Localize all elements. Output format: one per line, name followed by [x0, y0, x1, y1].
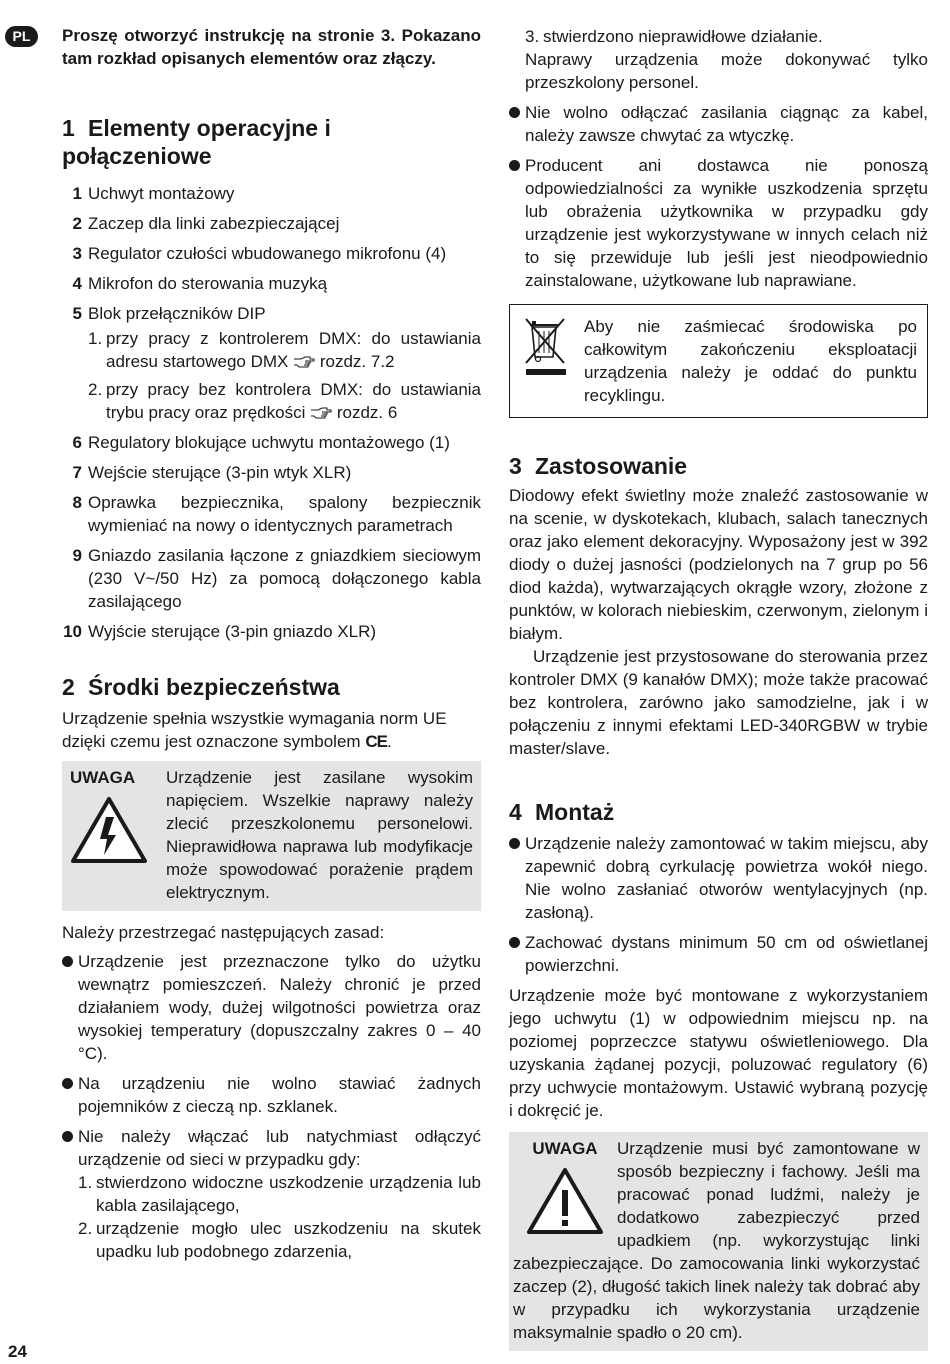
exclamation-triangle-icon — [513, 1166, 617, 1236]
repair-note: Naprawy urządzenia może dokonywać tylko przeszkolony personel. — [525, 50, 928, 92]
elements-list — [62, 182, 481, 643]
ce-mark-icon: CE — [365, 732, 387, 751]
item-text: Blok przełączników DIP — [88, 304, 266, 323]
intro-text: Proszę otworzyć instrukcję na stronie 3. Pokazano tam rozkład opisanych elementów oraz złączy. — [62, 26, 481, 68]
dip-sublist — [88, 327, 481, 424]
list-item — [62, 212, 481, 235]
item-text: Wyjście sterujące (3-pin gniazdo XLR) — [88, 622, 377, 641]
page-number: 24 — [8, 1342, 27, 1361]
item-number: 10 — [63, 622, 82, 641]
section-1-number: 1 — [62, 115, 75, 141]
high-voltage-icon — [70, 795, 148, 865]
section-1-heading — [62, 114, 481, 170]
mounting-paragraph: Urządzenie może być montowane z wykorzystaniem jego uchwytu (1) w odpowiednim miejscu np. na poziomej poprzeczce statywu oświetleniowego. Dla uzyskania żądanej pozycji, poluzować regulatory (6) przy uchwycie montażowym. Ustawić wybraną pozycję i dokręcić je. — [509, 986, 928, 1120]
list-item — [62, 431, 481, 454]
item-number: 4 — [72, 274, 82, 293]
list-item — [62, 182, 481, 205]
list-item — [62, 461, 481, 484]
list-item — [62, 302, 481, 424]
item-number: 1 — [72, 184, 82, 203]
language-badge: PL — [5, 26, 38, 47]
warning-label: UWAGA — [532, 1139, 598, 1158]
item-text: Regulator czułości wbudowanego mikrofonu (4) — [88, 244, 447, 263]
crossed-bin-icon — [520, 315, 574, 379]
condition-item: 1. stwierdzono widoczne uszkodzenie urządzenia lub kabla zasilającego, — [78, 1173, 481, 1215]
bullet-item: Urządzenie należy zamontować w takim miejscu, aby zapewnić dobrą cyrkulację powietrza wokół niego. Nie wolno zasłaniać otworów wentylacyjnych (np. zasłoną). — [509, 832, 928, 924]
item-text: Mikrofon do sterowania muzyką — [88, 274, 328, 293]
item-text: Gniazdo zasilania łączone z gniazdkiem sieciowym (230 V~/50 Hz) za pomocą dołączonego kabla zasilającego — [88, 546, 481, 611]
item-text: Uchwyt montażowy — [88, 184, 235, 203]
condition-item: 2. urządzenie mogło ulec uszkodzeniu na skutek upadku lub podobnego zdarzenia, — [78, 1219, 481, 1261]
list-item — [62, 272, 481, 295]
section-4-heading — [509, 798, 928, 826]
item-number: 7 — [72, 463, 82, 482]
mounting-bullets — [509, 832, 928, 977]
left-column — [62, 24, 481, 1270]
high-voltage-warning — [62, 761, 481, 911]
section-2-title: Środki bezpieczeństwa — [88, 674, 340, 700]
safety-bullets — [62, 950, 481, 1263]
warning-label: UWAGA — [70, 768, 136, 787]
list-item — [62, 242, 481, 265]
bullet-item: Nie wolno odłączać zasilania ciągnąc za kabel, należy zawsze chwytać za wtyczkę. — [509, 101, 928, 147]
safety-bullets-continued — [509, 101, 928, 292]
list-item — [62, 544, 481, 613]
conditions-list — [78, 1171, 481, 1263]
right-column — [509, 25, 928, 1351]
item-number: 9 — [72, 546, 82, 565]
list-item — [62, 491, 481, 537]
warning-text: Urządzenie musi być zamontowane w sposób bezpieczny i fachowy. Jeśli ma pracować ponad ludźmi, należy je dodatkowo zabezpieczyć przed upadkiem (np. wykorzystując linki zabezpieczające. Do zamocowania linki wykorzystać zaczep (2), długość takich linek należy tak dobrać aby w przypadku ich wykorzystania urządzenie maksymalnie spadło o 20 cm). — [513, 1139, 920, 1342]
recycling-notice — [509, 304, 928, 418]
warning-side — [513, 1137, 617, 1245]
bullet-item: Na urządzeniu nie wolno stawiać żadnych pojemników z cieczą np. szklanek. — [62, 1072, 481, 1118]
application-paragraph-1: Diodowy efekt świetlny może znaleźć zastosowanie w na scenie, w dyskotekach, klubach, salach tanecznych oraz jako element dekoracyjny. Wyposażony jest w 392 diody o dużej jasności (podzielonych na 7 grup po 56 diod każda), wytwarzających okrągłe wzory, złożone z punktów, w kolorach niebieskim, czerwonym, zielonym i białym. — [509, 486, 928, 643]
mounting-warning — [509, 1132, 928, 1351]
item-text: Zaczep dla linki zabezpieczającej — [88, 214, 340, 233]
condition-item: 3. stwierdzono nieprawidłowe działanie. — [525, 27, 823, 46]
item-text: Regulatory blokujące uchwytu montażowego (1) — [88, 433, 450, 452]
sub-item: 2. przy pracy bez kontrolera DMX: do ustawiania trybu pracy oraz prędkości rozdz. 6 — [88, 380, 481, 422]
warning-text: Urządzenie jest zasilane wysokim napięciem. Wszelkie naprawy należy zlecić przeszkolonemu personelowi. Nieprawidłowa naprawa lub modyfikacje może spowodować porażenie prądem elektrycznym. — [166, 768, 473, 902]
section-2-number: 2 — [62, 674, 75, 700]
item-number: 8 — [72, 493, 82, 512]
item-number: 3 — [72, 244, 82, 263]
section-3-title: Zastosowanie — [535, 453, 688, 479]
item-number: 5 — [72, 304, 82, 323]
list-item — [62, 620, 481, 643]
conditions-list-continued — [509, 25, 928, 48]
item-text: Wejście sterujące (3-pin wtyk XLR) — [88, 463, 352, 482]
section-1-title: Elementy operacyjne i połączeniowe — [62, 115, 331, 169]
recycling-text: Aby nie zaśmiecać środowiska po całkowitym zakończeniu eksploatacji urządzenia należy je oddać do punktu recyklingu. — [584, 317, 917, 405]
pointing-hand-icon — [310, 407, 332, 419]
pointing-hand-icon — [293, 356, 315, 368]
item-text: Oprawka bezpiecznika, spalony bezpiecznik wymieniać na nowy o identycznych parametrach — [88, 493, 481, 535]
section-3-number: 3 — [509, 453, 522, 479]
rules-intro: Należy przestrzegać następujących zasad: — [62, 923, 385, 942]
item-number: 2 — [72, 214, 82, 233]
sub-item: 1. przy pracy z kontrolerem DMX: do ustawiania adresu startowego DMX rozdz. 7.2 — [88, 329, 481, 371]
bullet-item: Producent ani dostawca nie ponoszą odpowiedzialności za wynikłe uszkodzenia sprzętu lub obrażenia użytkownika w przypadku gdy urządzenie jest wykorzystywane w innych celach niż to się przewiduje lub jeśli jest nieodpowiednio zainstalowane, użytkowane lub naprawiane. — [509, 154, 928, 292]
section-4-title: Montaż — [535, 799, 615, 825]
bullet-item: Zachować dystans minimum 50 cm od oświetlanej powierzchni. — [509, 931, 928, 977]
section-3-heading — [509, 452, 928, 480]
item-number: 6 — [72, 433, 82, 452]
bullet-item: Urządzenie jest przeznaczone tylko do użytku wewnątrz pomieszczeń. Należy chronić je przed działaniem wody, dużej wilgotności powietrza oraz wysokiej temperatury (dopuszczalny zakres 0 – 40 °C). — [62, 950, 481, 1065]
section-4-number: 4 — [509, 799, 522, 825]
section-2-heading — [62, 673, 481, 701]
conformity-text: Urządzenie spełnia wszystkie wymagania norm UE dzięki czemu jest oznaczone symbolem CE. — [62, 709, 447, 751]
application-paragraph-2: Urządzenie jest przystosowane do sterowania przez kontroler DMX (9 kanałów DMX); może także pracować bez kontrolera, zarówno jako samodzielne, jak i w połączeniu z innymi efektami LED-340RGBW w trybie master/slave. — [509, 647, 928, 758]
bullet-item: Nie należy włączać lub natychmiast odłączyć urządzenie od sieci w przypadku gdy: 1. stwierdzono widoczne uszkodzenie urządzenia lub kabla zasilającego, 2. urządzenie mogło ulec uszkodzeniu na skutek upadku lub podobnego zdarzenia, — [62, 1125, 481, 1263]
